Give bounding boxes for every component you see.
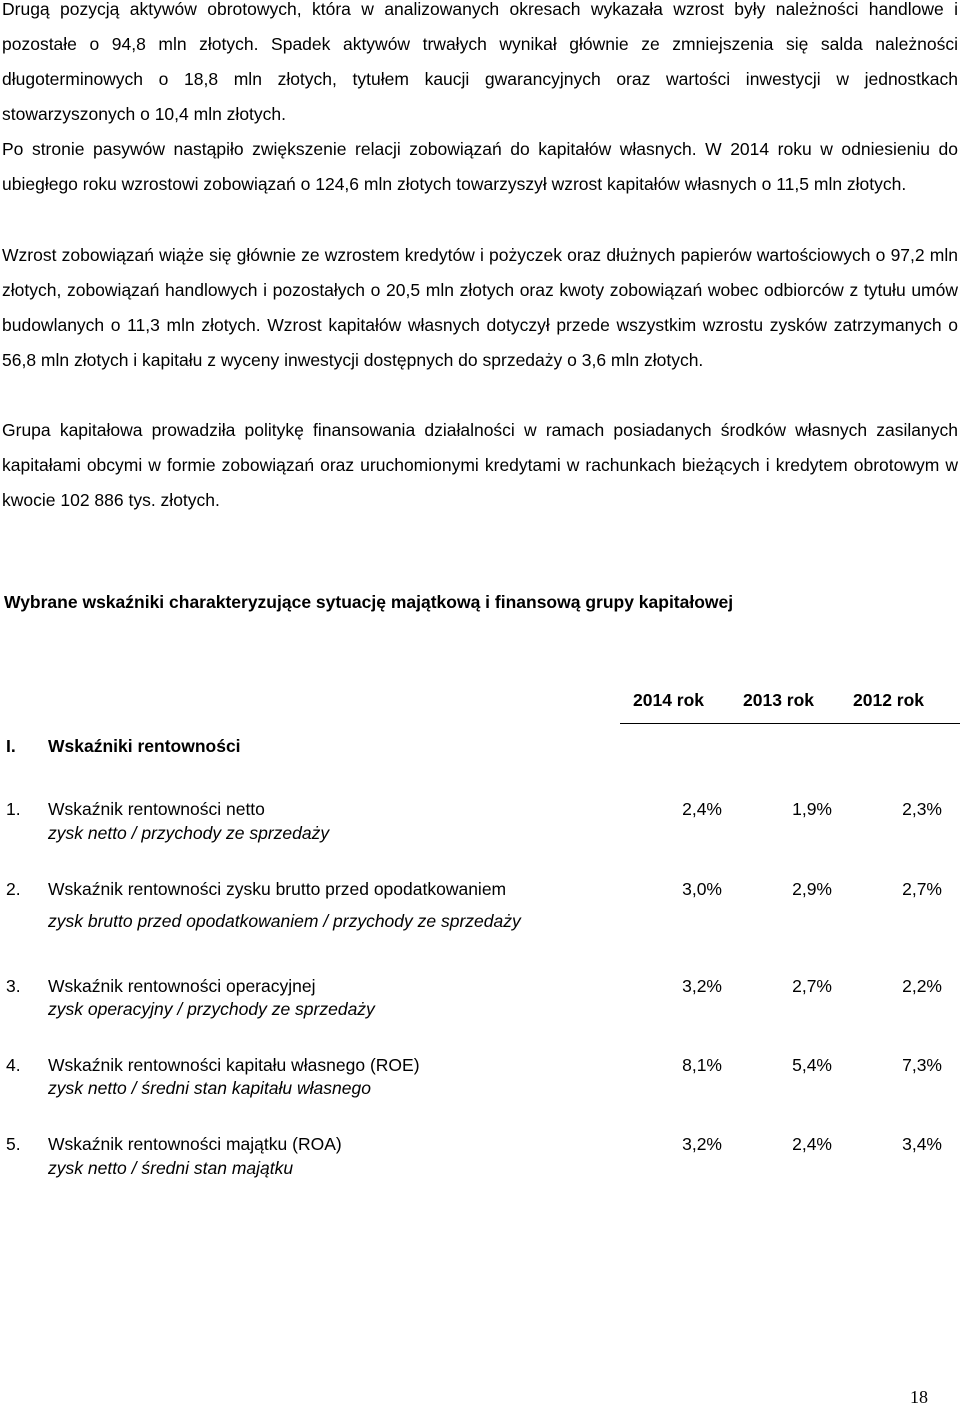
page-number: 18	[910, 1387, 928, 1407]
row-number: 4.	[6, 1055, 21, 1075]
value-2013: 1,9%	[792, 799, 832, 819]
row-number: 3.	[6, 976, 21, 996]
ratio-name: Wskaźnik rentowności majątku (ROA)	[48, 1134, 342, 1154]
value-2014: 8,1%	[682, 1055, 722, 1075]
value-2012: 2,3%	[902, 799, 942, 819]
paragraph-financing-policy: Grupa kapitałowa prowadziła politykę finansowania działalności w ramach posiadanych środków własnych zasilanych kapitałami obcymi w formie zobowiązań oraz uruchomionymi kredytami w rachunkach bieżących i kredytem obrotowym w kwocie 102 886 tys. złotych.	[2, 420, 958, 510]
row-number: 2.	[6, 879, 21, 899]
year-header-2013: 2013 rok	[743, 690, 815, 710]
value-2014: 2,4%	[682, 799, 722, 819]
section-title: Wskaźniki rentowności	[48, 736, 241, 756]
value-2014: 3,2%	[682, 1134, 722, 1154]
section-heading: Wybrane wskaźniki charakteryzujące sytuację majątkową i finansową grupy kapitałowej	[4, 592, 734, 612]
value-2013: 2,4%	[792, 1134, 832, 1154]
ratio-formula: zysk operacyjny / przychody ze sprzedaży	[48, 999, 375, 1019]
ratio-name: Wskaźnik rentowności netto	[48, 799, 265, 819]
value-2012: 3,4%	[902, 1134, 942, 1154]
ratio-formula: zysk brutto przed opodatkowaniem / przychody ze sprzedaży	[48, 911, 521, 931]
value-2013: 2,9%	[792, 879, 832, 899]
header-divider	[620, 723, 960, 724]
value-2014: 3,2%	[682, 976, 722, 996]
value-2012: 2,2%	[902, 976, 942, 996]
ratio-name: Wskaźnik rentowności operacyjnej	[48, 976, 316, 996]
year-header-2012: 2012 rok	[853, 690, 925, 710]
ratio-formula: zysk netto / przychody ze sprzedaży	[48, 823, 330, 843]
ratio-name: Wskaźnik rentowności zysku brutto przed opodatkowaniem	[48, 879, 507, 899]
paragraph-liabilities-growth: Wzrost zobowiązań wiąże się głównie ze wzrostem kredytów i pożyczek oraz dłużnych papierów wartościowych o 97,2 mln złotych, zobowiązań handlowych i pozostałych o 20,5 mln złotych oraz kwoty zobowiązań wobec odbiorców z tytułu umów budowlanych o 11,3 mln złotych. Wzrost kapitałów własnych dotyczył przede wszystkim wzrostu zysków zatrzymanych o 56,8 mln złotych i kapitału z wyceny inwestycji dostępnych do sprzedaży o 3,6 mln złotych.	[2, 245, 958, 370]
ratio-formula: zysk netto / średni stan kapitału własnego	[48, 1078, 371, 1098]
year-header-2014: 2014 rok	[633, 690, 705, 710]
paragraph-assets: Drugą pozycją aktywów obrotowych, która w analizowanych okresach wykazała wzrost były należności handlowe i pozostałe o 94,8 mln złotych. Spadek aktywów trwałych wynikał głównie ze zmniejszenia się salda należności długoterminowych o 18,8 mln złotych, tytułem kaucji gwarancyjnych oraz wartości inwestycji w jednostkach stowarzyszonych o 10,4 mln złotych.	[2, 0, 958, 124]
value-2012: 2,7%	[902, 879, 942, 899]
value-2012: 7,3%	[902, 1055, 942, 1075]
value-2014: 3,0%	[682, 879, 722, 899]
row-number: 1.	[6, 799, 21, 819]
value-2013: 2,7%	[792, 976, 832, 996]
ratio-formula: zysk netto / średni stan majątku	[48, 1158, 294, 1178]
section-number: I.	[6, 736, 16, 756]
ratio-name: Wskaźnik rentowności kapitału własnego (ROE)	[48, 1055, 420, 1075]
value-2013: 5,4%	[792, 1055, 832, 1075]
paragraph-liabilities: Po stronie pasywów nastąpiło zwiększenie relacji zobowiązań do kapitałów własnych. W 2014 roku w odniesieniu do ubiegłego roku wzrostowi zobowiązań o 124,6 mln złotych towarzyszył wzrost kapitałów własnych o 11,5 mln złotych.	[2, 139, 958, 194]
row-number: 5.	[6, 1134, 21, 1154]
